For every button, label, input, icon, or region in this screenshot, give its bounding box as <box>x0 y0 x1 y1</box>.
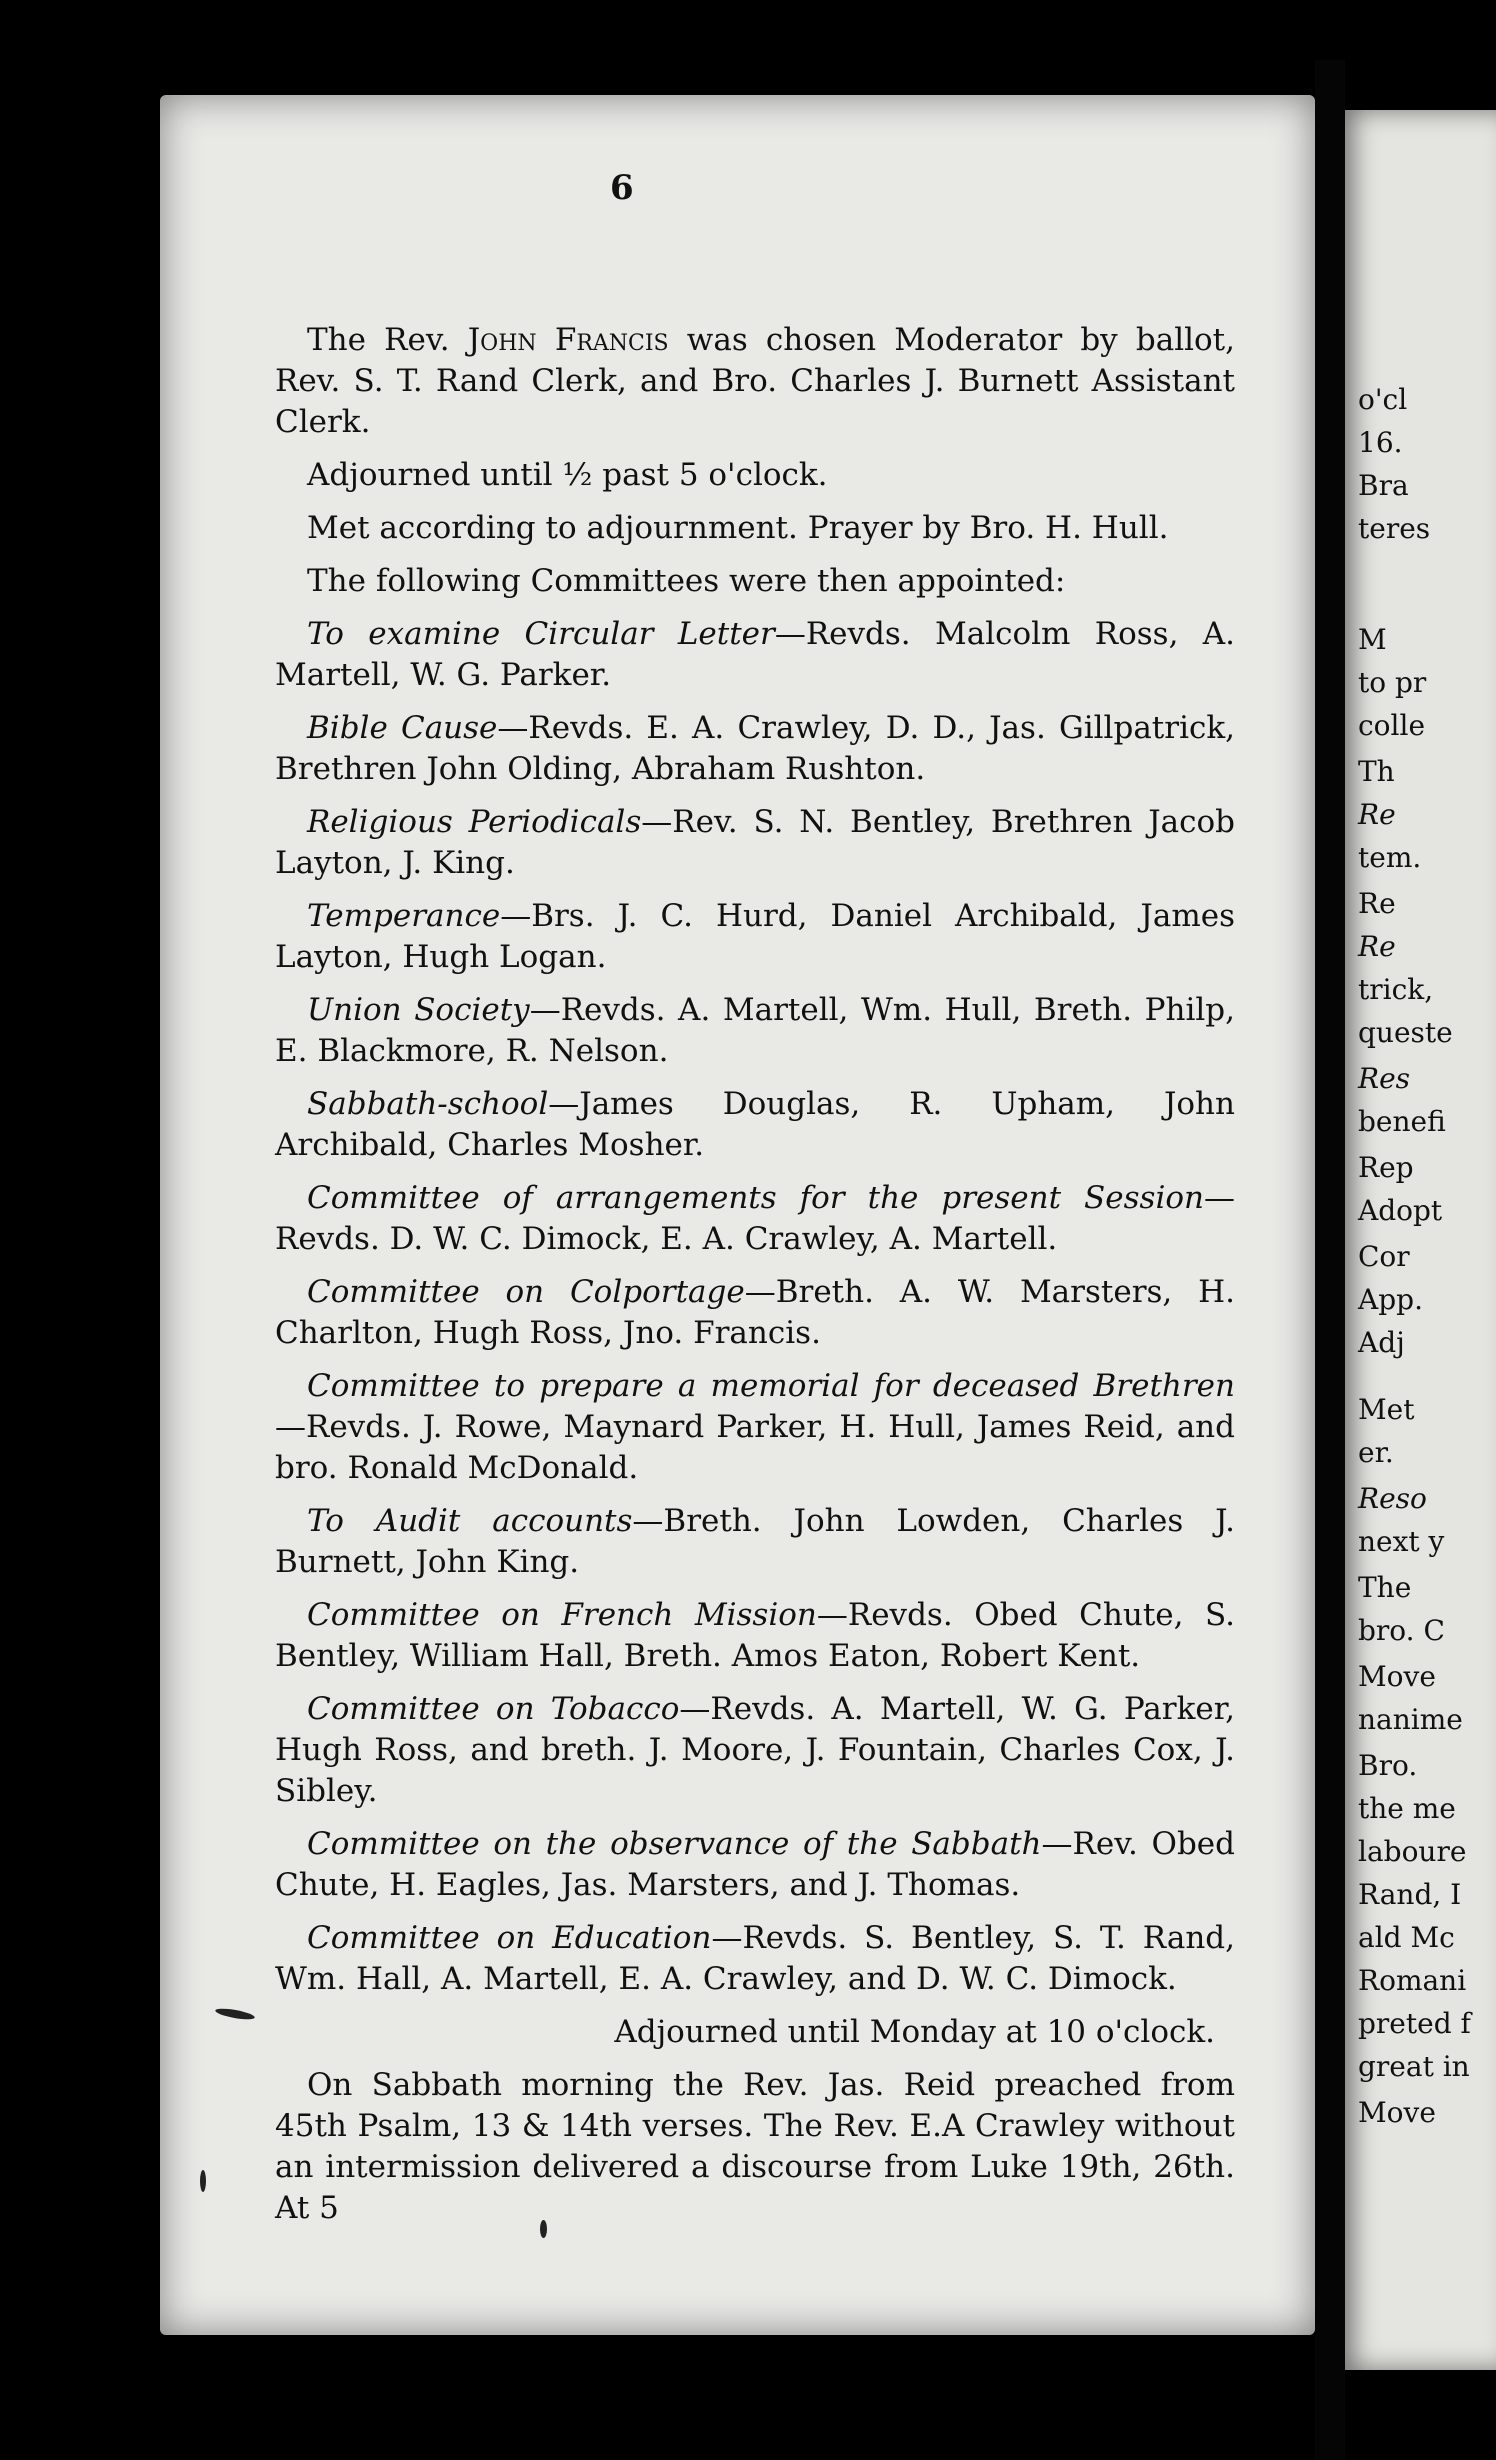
paragraph-text: On Sabbath morning the Rev. Jas. Reid preached from 45th Psalm, 13 & 14th verses. The Rev. E.A Crawley without an intermission delivered a discourse from Luke 19th, 26th. At 5 <box>275 2067 1235 2226</box>
committee-label: Committee on Education <box>307 1920 712 1956</box>
right-column-line: bro. C <box>1358 1614 1445 1647</box>
right-column-line: Reso <box>1358 1482 1427 1515</box>
paragraph-text: —Rev. Obed Chute, H. Eagles, Jas. Marsters, and J. Thomas. <box>275 1826 1235 1903</box>
right-column-line: The <box>1358 1571 1412 1604</box>
committee-label: To Audit accounts <box>307 1503 633 1539</box>
paragraph-text: The following Committees were then appointed: <box>307 563 1066 599</box>
right-column-line: Rep <box>1358 1151 1414 1184</box>
right-column-line: queste <box>1358 1016 1453 1049</box>
right-column-line: next y <box>1358 1525 1445 1558</box>
right-column-line: Rand, I <box>1358 1878 1462 1911</box>
ink-speck <box>200 2170 206 2192</box>
committee-label: Committee on the observance of the Sabbath <box>307 1826 1042 1862</box>
right-column-line: ald Mc <box>1358 1921 1455 1954</box>
right-column-line: teres <box>1358 512 1431 545</box>
right-column-line: er. <box>1358 1436 1394 1469</box>
right-column-line: Re <box>1358 798 1396 831</box>
right-column-line: Res <box>1358 1062 1411 1095</box>
paragraph <box>275 455 1235 496</box>
paragraph <box>275 802 1235 884</box>
right-column-line: M <box>1358 623 1387 656</box>
page-gutter <box>1315 60 1345 2460</box>
right-column-line: great in <box>1358 2050 1470 2083</box>
paragraph-text: —Revds. S. Bentley, S. T. Rand, Wm. Hall, A. Martell, E. A. Crawley, and D. W. C. Dimock. <box>275 1920 1235 1997</box>
paragraph <box>275 1272 1235 1354</box>
right-column-line: Cor <box>1358 1240 1410 1273</box>
ink-speck <box>540 2220 547 2238</box>
right-column-line: Adopt <box>1358 1194 1443 1227</box>
paragraph <box>275 614 1235 696</box>
right-column-line: laboure <box>1358 1835 1467 1868</box>
paragraph <box>275 896 1235 978</box>
right-column-line: to pr <box>1358 666 1427 699</box>
paragraph <box>275 1918 1235 2000</box>
paragraph <box>275 2012 1235 2053</box>
right-column-line: Bra <box>1358 469 1409 502</box>
paragraph <box>275 1595 1235 1677</box>
paragraph-text: —Brs. J. C. Hurd, Daniel Archibald, James Layton, Hugh Logan. <box>275 898 1235 975</box>
paragraph-text: —Revds. Malcolm Ross, A. Martell, W. G. Parker. <box>275 616 1236 693</box>
right-column-line: colle <box>1358 709 1426 742</box>
moderator-name: John Francis <box>467 322 669 358</box>
paragraph-text: —Revds. Obed Chute, S. Bentley, William Hall, Breth. Amos Eaton, Robert Kent. <box>275 1597 1235 1674</box>
paragraph-text: —Breth. A. W. Marsters, H. Charlton, Hugh Ross, Jno. Francis. <box>275 1274 1235 1351</box>
committee-label: Temperance <box>307 898 501 934</box>
paragraph-text: Adjourned until ½ past 5 o'clock. <box>307 457 828 493</box>
paragraph <box>275 508 1235 549</box>
right-column-line: Re <box>1358 930 1396 963</box>
committee-label: Union Society <box>307 992 530 1028</box>
paragraph <box>275 1178 1235 1260</box>
right-column-line: Re <box>1358 887 1396 920</box>
paragraph-text: —Revds. J. Rowe, Maynard Parker, H. Hull, James Reid, and bro. Ronald McDonald. <box>275 1409 1235 1486</box>
right-column-line: Adj <box>1358 1326 1405 1359</box>
committee-label: Bible Cause <box>307 710 498 746</box>
paragraph-text: was chosen Moderator by ballot, Rev. S. T. Rand Clerk, and Bro. Charles J. Burnett Assistant Clerk. <box>275 322 1235 440</box>
right-column-line: 16. <box>1358 426 1403 459</box>
committee-label: Committee on Tobacco <box>307 1691 680 1727</box>
paragraph-text: —Revds. A. Martell, W. G. Parker, Hugh Ross, and breth. J. Moore, J. Fountain, Charles Cox, J. Sibley. <box>275 1691 1235 1809</box>
paragraph-text: —James Douglas, R. Upham, John Archibald, Charles Mosher. <box>275 1086 1235 1163</box>
page-body-text <box>275 320 1235 2241</box>
right-column-line: nanime <box>1358 1703 1463 1736</box>
right-column-line: Romani <box>1358 1964 1467 1997</box>
paragraph-text: Adjourned until Monday at 10 o'clock. <box>614 2014 1215 2050</box>
paragraph <box>275 1084 1235 1166</box>
right-column-line: the me <box>1358 1792 1456 1825</box>
paragraph-text: The Rev. <box>307 322 468 358</box>
paragraph <box>275 1824 1235 1906</box>
committee-label: Committee on French Mission <box>307 1597 817 1633</box>
paragraph <box>275 320 1235 443</box>
paragraph-text: —Rev. S. N. Bentley, Brethren Jacob Layton, J. King. <box>275 804 1235 881</box>
right-column-line: Th <box>1358 755 1395 788</box>
right-column-line: Move <box>1358 2096 1436 2129</box>
right-column-line: o'cl <box>1358 383 1408 416</box>
right-column-line: preted f <box>1358 2007 1471 2040</box>
paragraph <box>275 1366 1235 1489</box>
right-column-line: trick, <box>1358 973 1434 1006</box>
paragraph-text: —Revds. A. Martell, Wm. Hull, Breth. Philp, E. Blackmore, R. Nelson. <box>275 992 1235 1069</box>
committee-label: Committee to prepare a memorial for deceased Brethren <box>307 1368 1235 1404</box>
committee-label: To examine Circular Letter <box>307 616 775 652</box>
committee-label: Committee of arrangements for the present Session <box>307 1180 1204 1216</box>
paragraph <box>275 561 1235 602</box>
right-column-line: tem. <box>1358 841 1422 874</box>
paragraph-text: —Revds. D. W. C. Dimock, E. A. Crawley, A. Martell. <box>275 1180 1235 1257</box>
paragraph-text: —Revds. E. A. Crawley, D. D., Jas. Gillpatrick, Brethren John Olding, Abraham Rushton. <box>275 710 1235 787</box>
right-column-line: Met <box>1358 1393 1415 1426</box>
right-column-line: benefi <box>1358 1105 1446 1138</box>
paragraph-text: —Breth. John Lowden, Charles J. Burnett, John King. <box>275 1503 1235 1580</box>
page-number: 6 <box>610 168 634 208</box>
committee-label: Committee on Colportage <box>307 1274 745 1310</box>
committee-label: Sabbath-school <box>307 1086 549 1122</box>
paragraph-text: Met according to adjournment. Prayer by Bro. H. Hull. <box>307 510 1169 546</box>
right-column-line: Bro. <box>1358 1749 1418 1782</box>
paragraph <box>275 1689 1235 1812</box>
paragraph <box>275 708 1235 790</box>
paragraph <box>275 990 1235 1072</box>
right-column-line: App. <box>1358 1283 1423 1316</box>
committee-label: Religious Periodicals <box>307 804 642 840</box>
paragraph <box>275 2065 1235 2229</box>
paragraph <box>275 1501 1235 1583</box>
right-column-line: Move <box>1358 1660 1436 1693</box>
